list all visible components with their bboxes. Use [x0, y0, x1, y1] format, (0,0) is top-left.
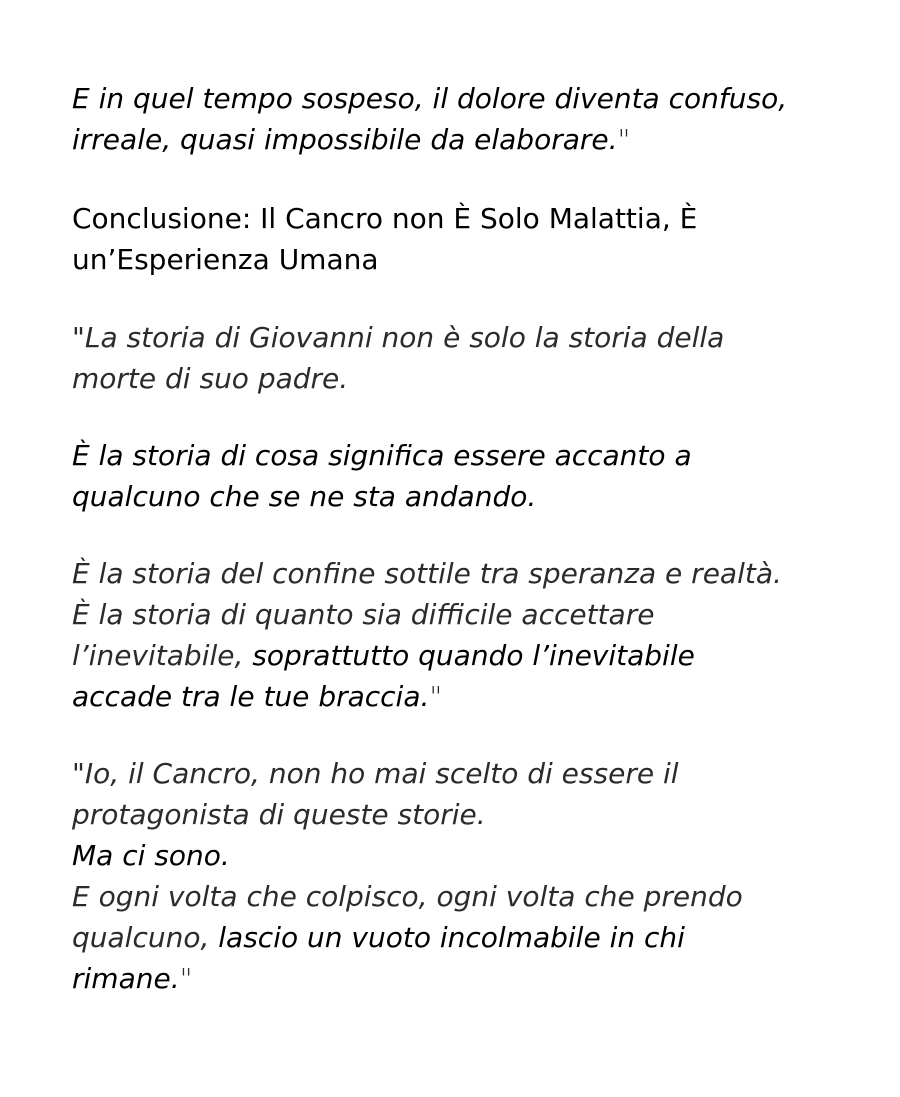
quote-cancer-line-6-strong: rimane.	[72, 962, 180, 995]
intro-line-1: E in quel tempo sospeso, il dolore diventa confuso,	[72, 82, 788, 115]
quote-boundary-line-1: È la storia del confine sottile tra speranza e realtà.	[72, 557, 782, 590]
quote-boundary-closing-quote: "	[429, 680, 443, 713]
quote-cancer-line-3: Ma ci sono.	[72, 839, 230, 872]
intro-closing-quote: "	[617, 123, 631, 156]
quote-boundary-line-3-strong: soprattutto quando l’inevitabile	[252, 639, 695, 672]
intro-line-2-text: irreale, quasi impossibile da elaborare.	[72, 123, 618, 156]
intro-paragraph	[72, 78, 840, 160]
quote-cancer-line-2: protagonista di queste storie.	[72, 798, 486, 831]
quote-giovanni	[72, 317, 840, 399]
quote-cancer-line-1: "Io, il Cancro, non ho mai scelto di essere il	[72, 757, 679, 790]
heading-line-2: un’Esperienza Umana	[72, 243, 379, 276]
quote-giovanni-line-1: "La storia di Giovanni non è solo la storia della	[72, 321, 725, 354]
quote-boundary-line-4-strong: accade tra le tue braccia.	[72, 680, 430, 713]
emphasis-line-2: qualcuno che se ne sta andando.	[72, 480, 537, 513]
quote-boundary	[72, 553, 840, 717]
quote-boundary-line-3	[72, 635, 840, 676]
quote-giovanni-line-2: morte di suo padre.	[72, 362, 349, 395]
quote-cancer-line-5-strong: lascio un vuoto incolmabile in chi	[218, 921, 685, 954]
heading-line-1: Conclusione: Il Cancro non È Solo Malattia, È	[72, 202, 698, 235]
quote-cancer-closing-quote: "	[179, 962, 193, 995]
quote-boundary-line-3-light: l’inevitabile,	[72, 639, 253, 672]
quote-cancer-line-4: E ogni volta che colpisco, ogni volta che prendo	[72, 880, 743, 913]
quote-cancer-line-5	[72, 917, 840, 958]
conclusion-heading	[72, 198, 840, 280]
emphasis-paragraph	[72, 435, 840, 517]
quote-cancer	[72, 753, 840, 999]
intro-line-2	[72, 119, 840, 160]
quote-boundary-line-4	[72, 676, 840, 717]
quote-cancer-line-5-light: qualcuno,	[72, 921, 219, 954]
emphasis-line-1: È la storia di cosa significa essere accanto a	[72, 439, 692, 472]
quote-boundary-line-2: È la storia di quanto sia difficile accettare	[72, 598, 655, 631]
quote-cancer-line-6	[72, 958, 840, 999]
